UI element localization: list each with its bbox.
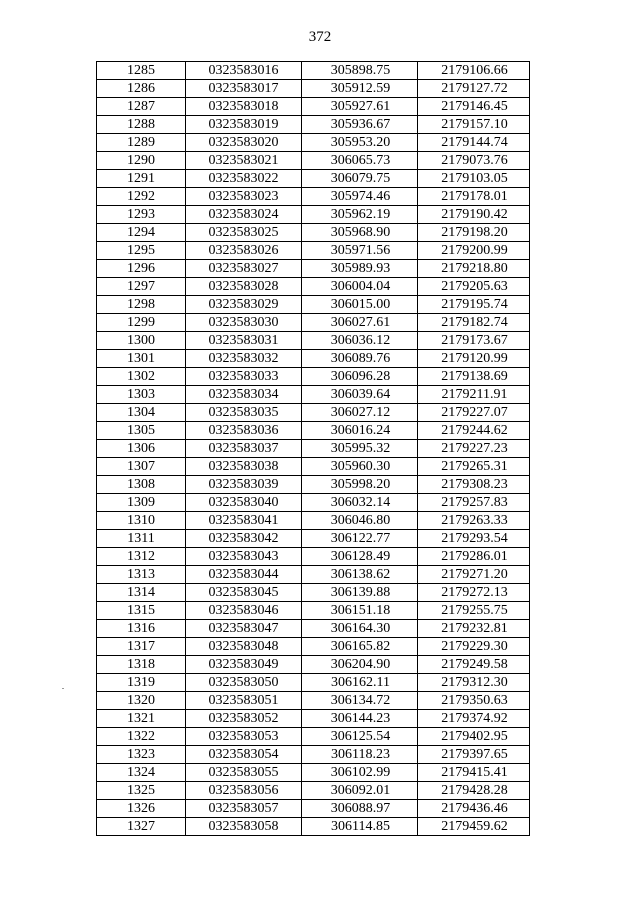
table-row xyxy=(97,584,530,602)
table-row xyxy=(97,98,530,116)
point-code-cell: 0323583035 xyxy=(186,404,302,422)
x-coordinate-cell: 305995.32 xyxy=(302,440,418,458)
data-table xyxy=(96,61,530,836)
x-coordinate-cell: 305998.20 xyxy=(302,476,418,494)
point-code-cell: 0323583038 xyxy=(186,458,302,476)
table-row xyxy=(97,188,530,206)
y-coordinate-cell: 2179271.20 xyxy=(418,566,530,584)
table-row xyxy=(97,260,530,278)
table-row xyxy=(97,422,530,440)
y-coordinate-cell: 2179227.07 xyxy=(418,404,530,422)
x-coordinate-cell: 306032.14 xyxy=(302,494,418,512)
y-coordinate-cell: 2179350.63 xyxy=(418,692,530,710)
point-number-cell: 1307 xyxy=(97,458,186,476)
x-coordinate-cell: 306151.18 xyxy=(302,602,418,620)
point-number-cell: 1325 xyxy=(97,782,186,800)
table-row xyxy=(97,746,530,764)
point-number-cell: 1311 xyxy=(97,530,186,548)
point-number-cell: 1323 xyxy=(97,746,186,764)
point-code-cell: 0323583024 xyxy=(186,206,302,224)
x-coordinate-cell: 306092.01 xyxy=(302,782,418,800)
x-coordinate-cell: 305936.67 xyxy=(302,116,418,134)
y-coordinate-cell: 2179138.69 xyxy=(418,368,530,386)
x-coordinate-cell: 306079.75 xyxy=(302,170,418,188)
point-number-cell: 1312 xyxy=(97,548,186,566)
point-code-cell: 0323583022 xyxy=(186,170,302,188)
point-number-cell: 1299 xyxy=(97,314,186,332)
point-number-cell: 1306 xyxy=(97,440,186,458)
y-coordinate-cell: 2179190.42 xyxy=(418,206,530,224)
point-code-cell: 0323583050 xyxy=(186,674,302,692)
point-number-cell: 1288 xyxy=(97,116,186,134)
x-coordinate-cell: 306144.23 xyxy=(302,710,418,728)
x-coordinate-cell: 306139.88 xyxy=(302,584,418,602)
x-coordinate-cell: 306138.62 xyxy=(302,566,418,584)
table-row xyxy=(97,350,530,368)
table-row xyxy=(97,404,530,422)
table-row xyxy=(97,206,530,224)
point-number-cell: 1297 xyxy=(97,278,186,296)
table-row xyxy=(97,800,530,818)
point-code-cell: 0323583043 xyxy=(186,548,302,566)
point-number-cell: 1310 xyxy=(97,512,186,530)
y-coordinate-cell: 2179374.92 xyxy=(418,710,530,728)
point-code-cell: 0323583018 xyxy=(186,98,302,116)
point-number-cell: 1296 xyxy=(97,260,186,278)
x-coordinate-cell: 306088.97 xyxy=(302,800,418,818)
table-row xyxy=(97,440,530,458)
point-code-cell: 0323583032 xyxy=(186,350,302,368)
point-code-cell: 0323583039 xyxy=(186,476,302,494)
table-row xyxy=(97,512,530,530)
point-code-cell: 0323583041 xyxy=(186,512,302,530)
y-coordinate-cell: 2179182.74 xyxy=(418,314,530,332)
point-number-cell: 1286 xyxy=(97,80,186,98)
y-coordinate-cell: 2179249.58 xyxy=(418,656,530,674)
point-number-cell: 1291 xyxy=(97,170,186,188)
point-number-cell: 1309 xyxy=(97,494,186,512)
point-number-cell: 1294 xyxy=(97,224,186,242)
y-coordinate-cell: 2179198.20 xyxy=(418,224,530,242)
table-row xyxy=(97,152,530,170)
table-row xyxy=(97,368,530,386)
table-row xyxy=(97,278,530,296)
y-coordinate-cell: 2179195.74 xyxy=(418,296,530,314)
y-coordinate-cell: 2179232.81 xyxy=(418,620,530,638)
point-code-cell: 0323583036 xyxy=(186,422,302,440)
x-coordinate-cell: 306114.85 xyxy=(302,818,418,836)
table-row xyxy=(97,116,530,134)
table-row xyxy=(97,458,530,476)
table-row xyxy=(97,80,530,98)
y-coordinate-cell: 2179272.13 xyxy=(418,584,530,602)
y-coordinate-cell: 2179103.05 xyxy=(418,170,530,188)
point-code-cell: 0323583028 xyxy=(186,278,302,296)
point-number-cell: 1313 xyxy=(97,566,186,584)
x-coordinate-cell: 306046.80 xyxy=(302,512,418,530)
table-row xyxy=(97,296,530,314)
table-row xyxy=(97,62,530,80)
point-code-cell: 0323583048 xyxy=(186,638,302,656)
point-code-cell: 0323583021 xyxy=(186,152,302,170)
x-coordinate-cell: 306004.04 xyxy=(302,278,418,296)
point-code-cell: 0323583040 xyxy=(186,494,302,512)
point-code-cell: 0323583023 xyxy=(186,188,302,206)
table-row xyxy=(97,602,530,620)
y-coordinate-cell: 2179146.45 xyxy=(418,98,530,116)
point-number-cell: 1295 xyxy=(97,242,186,260)
x-coordinate-cell: 306134.72 xyxy=(302,692,418,710)
point-code-cell: 0323583020 xyxy=(186,134,302,152)
y-coordinate-cell: 2179428.28 xyxy=(418,782,530,800)
y-coordinate-cell: 2179120.99 xyxy=(418,350,530,368)
x-coordinate-cell: 306039.64 xyxy=(302,386,418,404)
point-code-cell: 0323583053 xyxy=(186,728,302,746)
table-row xyxy=(97,566,530,584)
point-number-cell: 1318 xyxy=(97,656,186,674)
y-coordinate-cell: 2179255.75 xyxy=(418,602,530,620)
y-coordinate-cell: 2179402.95 xyxy=(418,728,530,746)
y-coordinate-cell: 2179205.63 xyxy=(418,278,530,296)
y-coordinate-cell: 2179286.01 xyxy=(418,548,530,566)
point-code-cell: 0323583030 xyxy=(186,314,302,332)
table-row xyxy=(97,314,530,332)
x-coordinate-cell: 306102.99 xyxy=(302,764,418,782)
point-number-cell: 1301 xyxy=(97,350,186,368)
x-coordinate-cell: 306125.54 xyxy=(302,728,418,746)
point-code-cell: 0323583027 xyxy=(186,260,302,278)
table-row xyxy=(97,530,530,548)
point-number-cell: 1289 xyxy=(97,134,186,152)
y-coordinate-cell: 2179178.01 xyxy=(418,188,530,206)
point-number-cell: 1305 xyxy=(97,422,186,440)
table-row xyxy=(97,764,530,782)
x-coordinate-cell: 306122.77 xyxy=(302,530,418,548)
point-number-cell: 1304 xyxy=(97,404,186,422)
point-code-cell: 0323583033 xyxy=(186,368,302,386)
y-coordinate-cell: 2179144.74 xyxy=(418,134,530,152)
point-code-cell: 0323583049 xyxy=(186,656,302,674)
point-code-cell: 0323583045 xyxy=(186,584,302,602)
table-row xyxy=(97,224,530,242)
x-coordinate-cell: 305960.30 xyxy=(302,458,418,476)
point-code-cell: 0323583025 xyxy=(186,224,302,242)
y-coordinate-cell: 2179227.23 xyxy=(418,440,530,458)
point-code-cell: 0323583056 xyxy=(186,782,302,800)
table-body xyxy=(97,62,530,836)
point-number-cell: 1326 xyxy=(97,800,186,818)
page-number: 372 xyxy=(308,29,332,45)
point-number-cell: 1293 xyxy=(97,206,186,224)
table-row xyxy=(97,656,530,674)
point-code-cell: 0323583029 xyxy=(186,296,302,314)
table-row xyxy=(97,548,530,566)
point-number-cell: 1292 xyxy=(97,188,186,206)
x-coordinate-cell: 305971.56 xyxy=(302,242,418,260)
table-row xyxy=(97,692,530,710)
table-row xyxy=(97,242,530,260)
y-coordinate-cell: 2179073.76 xyxy=(418,152,530,170)
table-row xyxy=(97,332,530,350)
point-number-cell: 1321 xyxy=(97,710,186,728)
y-coordinate-cell: 2179229.30 xyxy=(418,638,530,656)
table-row xyxy=(97,710,530,728)
table-row xyxy=(97,134,530,152)
y-coordinate-cell: 2179157.10 xyxy=(418,116,530,134)
x-coordinate-cell: 305912.59 xyxy=(302,80,418,98)
point-number-cell: 1322 xyxy=(97,728,186,746)
point-number-cell: 1317 xyxy=(97,638,186,656)
y-coordinate-cell: 2179312.30 xyxy=(418,674,530,692)
point-code-cell: 0323583054 xyxy=(186,746,302,764)
x-coordinate-cell: 306164.30 xyxy=(302,620,418,638)
point-number-cell: 1285 xyxy=(97,62,186,80)
point-code-cell: 0323583031 xyxy=(186,332,302,350)
point-number-cell: 1324 xyxy=(97,764,186,782)
point-number-cell: 1316 xyxy=(97,620,186,638)
y-coordinate-cell: 2179211.91 xyxy=(418,386,530,404)
x-coordinate-cell: 306016.24 xyxy=(302,422,418,440)
table-row xyxy=(97,170,530,188)
table-row xyxy=(97,476,530,494)
table-row xyxy=(97,620,530,638)
y-coordinate-cell: 2179257.83 xyxy=(418,494,530,512)
point-code-cell: 0323583051 xyxy=(186,692,302,710)
y-coordinate-cell: 2179218.80 xyxy=(418,260,530,278)
point-number-cell: 1327 xyxy=(97,818,186,836)
point-code-cell: 0323583037 xyxy=(186,440,302,458)
x-coordinate-cell: 306096.28 xyxy=(302,368,418,386)
x-coordinate-cell: 306036.12 xyxy=(302,332,418,350)
point-code-cell: 0323583046 xyxy=(186,602,302,620)
x-coordinate-cell: 305989.93 xyxy=(302,260,418,278)
y-coordinate-cell: 2179263.33 xyxy=(418,512,530,530)
y-coordinate-cell: 2179308.23 xyxy=(418,476,530,494)
y-coordinate-cell: 2179415.41 xyxy=(418,764,530,782)
y-coordinate-cell: 2179244.62 xyxy=(418,422,530,440)
point-code-cell: 0323583047 xyxy=(186,620,302,638)
y-coordinate-cell: 2179436.46 xyxy=(418,800,530,818)
x-coordinate-cell: 306162.11 xyxy=(302,674,418,692)
y-coordinate-cell: 2179397.65 xyxy=(418,746,530,764)
margin-mark xyxy=(62,688,64,689)
point-code-cell: 0323583055 xyxy=(186,764,302,782)
point-code-cell: 0323583057 xyxy=(186,800,302,818)
table-row xyxy=(97,728,530,746)
point-code-cell: 0323583026 xyxy=(186,242,302,260)
x-coordinate-cell: 306027.61 xyxy=(302,314,418,332)
point-code-cell: 0323583044 xyxy=(186,566,302,584)
point-code-cell: 0323583019 xyxy=(186,116,302,134)
x-coordinate-cell: 306165.82 xyxy=(302,638,418,656)
x-coordinate-cell: 306128.49 xyxy=(302,548,418,566)
point-code-cell: 0323583058 xyxy=(186,818,302,836)
point-code-cell: 0323583052 xyxy=(186,710,302,728)
point-number-cell: 1319 xyxy=(97,674,186,692)
point-number-cell: 1315 xyxy=(97,602,186,620)
point-code-cell: 0323583017 xyxy=(186,80,302,98)
table-row xyxy=(97,782,530,800)
point-number-cell: 1303 xyxy=(97,386,186,404)
x-coordinate-cell: 306089.76 xyxy=(302,350,418,368)
x-coordinate-cell: 305962.19 xyxy=(302,206,418,224)
y-coordinate-cell: 2179265.31 xyxy=(418,458,530,476)
y-coordinate-cell: 2179200.99 xyxy=(418,242,530,260)
point-number-cell: 1302 xyxy=(97,368,186,386)
point-number-cell: 1287 xyxy=(97,98,186,116)
table-row xyxy=(97,638,530,656)
x-coordinate-cell: 306027.12 xyxy=(302,404,418,422)
x-coordinate-cell: 305898.75 xyxy=(302,62,418,80)
point-code-cell: 0323583016 xyxy=(186,62,302,80)
x-coordinate-cell: 306015.00 xyxy=(302,296,418,314)
y-coordinate-cell: 2179293.54 xyxy=(418,530,530,548)
point-code-cell: 0323583034 xyxy=(186,386,302,404)
x-coordinate-cell: 306118.23 xyxy=(302,746,418,764)
y-coordinate-cell: 2179106.66 xyxy=(418,62,530,80)
point-number-cell: 1314 xyxy=(97,584,186,602)
x-coordinate-cell: 306204.90 xyxy=(302,656,418,674)
table-row xyxy=(97,494,530,512)
x-coordinate-cell: 305927.61 xyxy=(302,98,418,116)
x-coordinate-cell: 305953.20 xyxy=(302,134,418,152)
y-coordinate-cell: 2179459.62 xyxy=(418,818,530,836)
table-row xyxy=(97,818,530,836)
y-coordinate-cell: 2179127.72 xyxy=(418,80,530,98)
y-coordinate-cell: 2179173.67 xyxy=(418,332,530,350)
x-coordinate-cell: 305974.46 xyxy=(302,188,418,206)
point-number-cell: 1290 xyxy=(97,152,186,170)
point-code-cell: 0323583042 xyxy=(186,530,302,548)
x-coordinate-cell: 306065.73 xyxy=(302,152,418,170)
x-coordinate-cell: 305968.90 xyxy=(302,224,418,242)
table-row xyxy=(97,674,530,692)
point-number-cell: 1298 xyxy=(97,296,186,314)
point-number-cell: 1308 xyxy=(97,476,186,494)
table-row xyxy=(97,386,530,404)
point-number-cell: 1300 xyxy=(97,332,186,350)
point-number-cell: 1320 xyxy=(97,692,186,710)
